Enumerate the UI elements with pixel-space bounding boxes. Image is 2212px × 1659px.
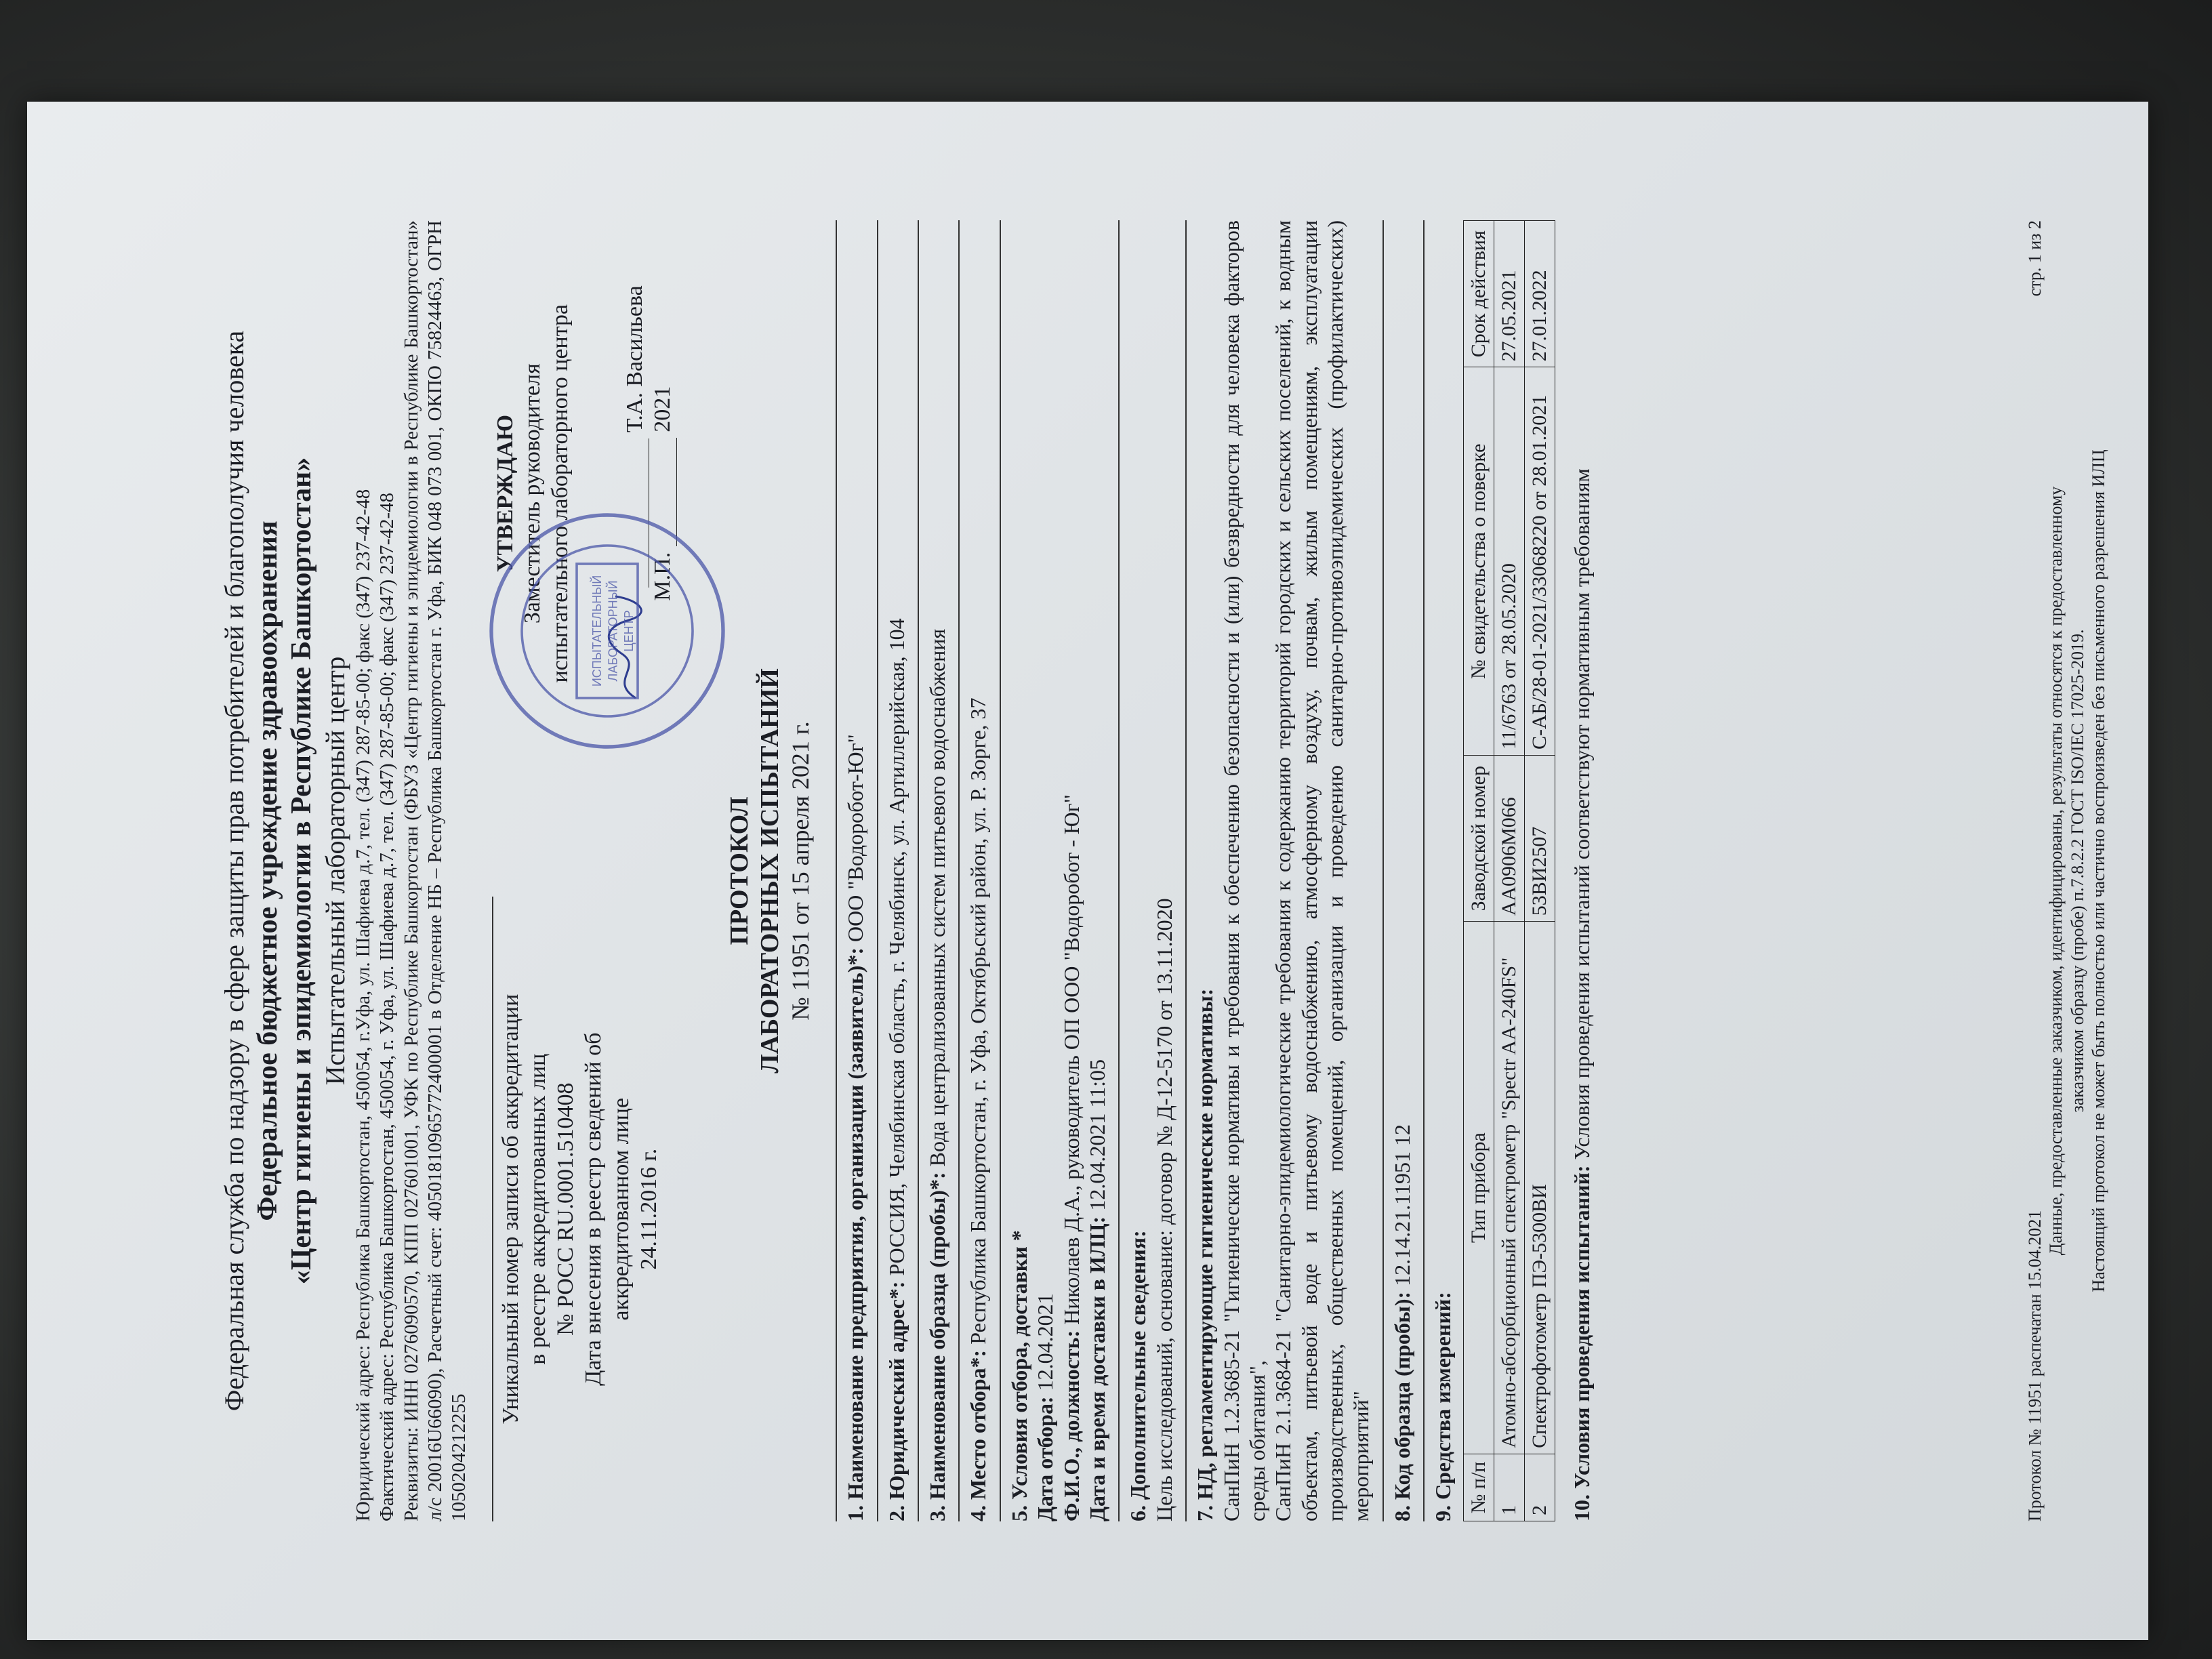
section-6 bbox=[1118, 220, 1177, 1521]
sampler-name: Николаев Д.А., руководитель ОП ООО "Водоробот - Юг" bbox=[1059, 794, 1084, 1325]
section-10-label: 10. Условия проведения испытаний: bbox=[1569, 1165, 1594, 1521]
round-stamp-icon bbox=[485, 509, 729, 753]
instruments-table bbox=[1463, 220, 1555, 1521]
table-row bbox=[1524, 221, 1555, 1521]
table-cell: 27.05.2021 bbox=[1494, 221, 1524, 367]
lab-name: Испытательный лабораторный центр bbox=[319, 656, 350, 1086]
section-6-label: 6. Дополнительные сведения: bbox=[1126, 1230, 1151, 1521]
requisites: Реквизиты: ИНН 0276090570, КПП 027601001, УФК по Республике Башкортостан (ФБУЗ «Центр гигиены и эпидемиологии в Республике Башкортостан» л/с 20016U66090), Расчетный счет: 40501810965772400001 в Отделение НБ – Республика Башкортостан г. Уфа, БИК 048 073 001, ОКПО 75824463, ОГРН 1050204212255 bbox=[400, 220, 470, 1521]
section-9 bbox=[1423, 220, 1555, 1521]
col-header: Заводской номер bbox=[1463, 756, 1494, 922]
accreditation-approval-row bbox=[492, 220, 677, 1521]
table-cell: С-АБ/28-01-2021/33068220 от 28.01.2021 bbox=[1524, 367, 1555, 756]
accreditation-line3: Дата внесения в реестр сведений об bbox=[581, 1032, 607, 1386]
section-5-label: 5. Условия отбора, доставки * bbox=[1006, 1230, 1031, 1521]
table-cell: 2 bbox=[1524, 1454, 1555, 1521]
svg-text:ЛАБОРАТОРНЫЙ: ЛАБОРАТОРНЫЙ bbox=[606, 580, 620, 682]
approval-role1: Заместитель руководителя bbox=[520, 363, 546, 624]
agency-name: Федеральная служба по надзору в сфере защиты прав потребителей и благополучия человека bbox=[219, 330, 249, 1412]
section-4-label: 4. Место отбора*: bbox=[966, 1349, 991, 1521]
accreditation-line1: Уникальный номер записи об аккредитации bbox=[497, 994, 523, 1425]
approval-block bbox=[492, 220, 677, 766]
sampling-date: 12.04.2021 bbox=[1033, 1293, 1058, 1391]
accreditation-line2: в реестре аккредитованных лиц bbox=[525, 1053, 551, 1365]
section-1-label: 1. Наименование предприятия, организации (заявитель)*: bbox=[843, 947, 868, 1521]
print-info: Протокол № 11951 распечатан 15.04.2021 bbox=[2025, 1210, 2045, 1521]
section-2 bbox=[877, 220, 909, 1521]
org-name-line2: «Центр гигиены и эпидемиологии в Республике Башкортостан» bbox=[286, 457, 318, 1285]
org-name-line1: Федеральное бюджетное учреждение здравоохранения bbox=[252, 520, 283, 1221]
svg-text:ИСПЫТАТЕЛЬНЫЙ: ИСПЫТАТЕЛЬНЫЙ bbox=[590, 575, 604, 687]
section-1 bbox=[836, 220, 868, 1521]
approval-role2: испытательного лабораторного центра bbox=[548, 304, 573, 683]
section-4 bbox=[958, 220, 991, 1521]
section-10-value: Условия проведения испытаний соответствуют нормативным требованиям bbox=[1569, 468, 1594, 1160]
actual-address: Фактический адрес: Республика Башкортостан, 450054, г. Уфа, ул. Шафиева д.7, тел. (347) 287-85-00; факс (347) 237-42-48 bbox=[376, 492, 398, 1521]
approval-year: 2021 bbox=[650, 386, 676, 432]
table-cell: AA0906M066 bbox=[1494, 756, 1524, 922]
section-1-value: ООО "Водоробот-Юг" bbox=[843, 734, 868, 942]
table-cell: Атомно-абсорбционный спектрометр "Spectr AA-240FS" bbox=[1494, 922, 1524, 1454]
accreditation-line4: аккредитованном лице bbox=[608, 1097, 634, 1321]
accreditation-block bbox=[492, 897, 677, 1521]
accreditation-number: № РОСС RU.0001.510408 bbox=[553, 1082, 579, 1336]
accreditation-date: 24.11.2016 г. bbox=[636, 1148, 661, 1270]
approval-title: УТВЕРЖДАЮ bbox=[492, 415, 518, 573]
section-5 bbox=[1000, 220, 1111, 1521]
section-7-norm1: СанПиН 1.2.3685-21 "Гигиенические нормативы и требования к обеспечению безопасности и (или) безвредности для человека факторов среды обитания", bbox=[1218, 220, 1269, 1521]
approver-name: Т.А. Васильева bbox=[622, 285, 648, 433]
section-2-label: 2. Юридический адрес*: bbox=[884, 1281, 909, 1521]
section-9-label: 9. Средства измерений: bbox=[1431, 1292, 1456, 1521]
footer-note1: Данные, предоставленные заказчиком, идентифицированы, результаты относятся к предоставленному bbox=[2046, 486, 2066, 1256]
section-8-label: 8. Код образца (пробы): bbox=[1389, 1291, 1414, 1521]
section-3-label: 3. Наименование образца (пробы)*: bbox=[925, 1172, 949, 1521]
protocol-title2: ЛАБОРАТОРНЫХ ИСПЫТАНИЙ bbox=[756, 668, 785, 1073]
sampler-label: Ф.И.О., должность: bbox=[1059, 1330, 1084, 1521]
protocol-title1: ПРОТОКОЛ bbox=[724, 796, 754, 945]
stamp-mark: М.П. bbox=[650, 552, 676, 601]
section-4-value: Республика Башкортостан, г. Уфа, Октябрьский район, ул. Р. Зорге, 37 bbox=[966, 697, 991, 1345]
table-cell: Спектрофотометр ПЭ-5300ВИ bbox=[1524, 922, 1555, 1454]
sample-code: 12.14.21.11951 12 bbox=[1389, 1124, 1414, 1286]
section-6-value: Цель исследований, основание: договор № Д-12-5170 от 13.11.2020 bbox=[1151, 898, 1176, 1521]
delivery-datetime: 12.04.2021 11:05 bbox=[1084, 1059, 1109, 1211]
col-header: № п/п bbox=[1463, 1454, 1494, 1521]
table-cell: 53ВИ2507 bbox=[1524, 756, 1555, 922]
page-footer bbox=[2024, 220, 2109, 1521]
footer-note3: Настоящий протокол не может быть полностью или частично воспроизведен без письменного разрешения ИЛЦ bbox=[2088, 449, 2108, 1292]
table-cell: 1 bbox=[1494, 1454, 1524, 1521]
section-2-value: РОССИЯ, Челябинская область, г. Челябинск, ул. Артиллерийская, 104 bbox=[884, 618, 909, 1276]
page-number: стр. 1 из 2 bbox=[2025, 220, 2045, 297]
svg-text:ЦЕНТР: ЦЕНТР bbox=[621, 610, 636, 653]
section-7 bbox=[1185, 220, 1374, 1521]
section-7-label: 7. НД, регламентирующие гигиенические нормативы: bbox=[1193, 988, 1218, 1521]
section-3 bbox=[918, 220, 950, 1521]
protocol-page bbox=[117, 125, 2150, 1616]
col-header: Срок действия bbox=[1463, 221, 1494, 367]
col-header: Тип прибора bbox=[1463, 922, 1494, 1454]
footer-note2: заказчиком образцу (пробе) п.7.8.2.2 ГОСТ ISO/IEC 17025-2019. bbox=[2067, 629, 2087, 1113]
section-3-value: Вода централизованных систем питьевого водоснабжения bbox=[925, 628, 949, 1167]
delivery-label: Дата и время доставки в ИЛЦ: bbox=[1084, 1216, 1109, 1521]
sampling-date-label: Дата отбора: bbox=[1033, 1396, 1058, 1521]
col-header: № свидетельства о поверке bbox=[1463, 367, 1494, 756]
table-header-row bbox=[1463, 221, 1494, 1521]
table-cell: 11/6763 от 28.05.2020 bbox=[1494, 367, 1524, 756]
legal-address: Юридический адрес: Республика Башкортостан, 450054, г.Уфа, ул. Шафиева д.7, тел. (347) 287-85-00; факс (347) 237-42-48 bbox=[352, 489, 374, 1521]
document-sheet bbox=[27, 102, 2148, 1640]
section-8 bbox=[1382, 220, 1415, 1521]
protocol-number: № 11951 от 15 апреля 2021 г. bbox=[787, 721, 815, 1021]
table-row bbox=[1494, 221, 1524, 1521]
section-7-norm2: СанПиН 2.1.3684-21 "Санитарно-эпидемиологические требования к содержанию территорий городских и сельских поселений, к водным объектам, питьевой воде и питьевому водоснабжению, атмосферному воздуху, почвам, жилым помещениям, эксплуатации производственных, общественных помещений, организации и проведению санитарно-противоэпидемических (профилактических) мероприятий" bbox=[1271, 220, 1374, 1521]
table-cell: 27.01.2022 bbox=[1524, 221, 1555, 367]
section-10 bbox=[1563, 220, 1595, 1521]
